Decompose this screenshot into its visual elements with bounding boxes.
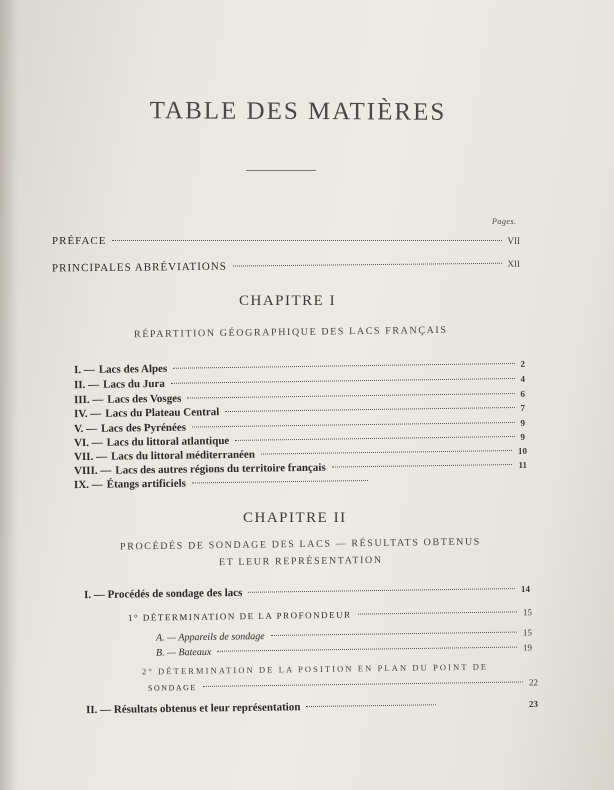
- entry-page: 11: [518, 459, 528, 470]
- toc-entry-preface[interactable]: [52, 235, 520, 247]
- toc-entry-subsection-a[interactable]: [156, 627, 532, 643]
- leader-dots: [235, 436, 514, 441]
- entry-label: Lacs des autres régions du territoire français: [115, 461, 326, 477]
- entry-label: B. — Bateaux: [155, 646, 212, 659]
- toc-entry-subsection-2[interactable]: [148, 677, 538, 692]
- entry-label: SONDAGE: [147, 683, 197, 693]
- toc-entry-page: XII: [507, 258, 521, 269]
- toc-entry-section-1[interactable]: [84, 583, 530, 601]
- chapter-1-heading: CHAPITRE I: [239, 293, 337, 309]
- entry-label: Lacs du Plateau Central: [105, 406, 220, 420]
- toc-entry-abbreviations[interactable]: [52, 258, 520, 275]
- entry-label: Étangs artificiels: [106, 477, 186, 491]
- leader-dots: [332, 464, 513, 468]
- chapter-2-subtitle-line2: ET LEUR REPRÉSENTATION: [218, 554, 383, 569]
- leader-dots: [171, 378, 515, 384]
- entry-page: 15: [522, 607, 533, 618]
- entry-page: 7: [520, 402, 526, 413]
- leader-dots: [173, 363, 514, 369]
- entry-page: 19: [522, 642, 533, 653]
- chapter-2-subtitle-line1: PROCÉDÉS DE SONDAGE DES LACS — RÉSULTATS OBTENUS: [119, 536, 482, 553]
- toc-entry-subsection-b[interactable]: [156, 642, 532, 658]
- leader-dots: [261, 450, 512, 455]
- toc-entry[interactable]: [74, 475, 374, 491]
- toc-entry-label: PRÉFACE: [52, 235, 107, 247]
- entry-label: Lacs du littoral atlantique: [106, 434, 230, 449]
- entry-number: VII. —: [73, 450, 108, 464]
- entry-label: Lacs du littoral méditerranéen: [110, 448, 256, 463]
- entry-label: II. — Résultats obtenus et leur représentation: [85, 701, 301, 717]
- entry-page: 14: [520, 583, 531, 595]
- toc-entry-page: VII: [507, 236, 520, 246]
- entry-number: III. —: [73, 393, 104, 407]
- toc-entry-subsection-2-line1: 2° DÉTERMINATION DE LA POSITION EN PLAN DU POINT DE: [141, 661, 489, 677]
- entry-page: 6: [520, 388, 526, 399]
- entry-page: 9: [520, 431, 526, 442]
- leader-dots: [192, 422, 515, 428]
- entry-label: 1° DÉTERMINATION DE LA PROFONDEUR: [127, 609, 352, 623]
- leader-dots: [187, 393, 514, 399]
- entry-page: 23: [528, 698, 539, 709]
- entry-label: I. — Procédés de sondage des lacs: [83, 586, 243, 602]
- entry-label: Lacs des Alpes: [98, 362, 168, 376]
- entry-page: 9: [520, 417, 526, 428]
- entry-page: 15: [522, 627, 533, 638]
- pages-column-label: Pages.: [492, 217, 517, 226]
- leader-dots: [225, 407, 514, 412]
- leader-dots: [248, 588, 515, 593]
- entry-label: Lacs du Jura: [102, 377, 165, 391]
- entry-page: 22: [528, 677, 539, 688]
- entry-label: A. — Appareils de sondage: [155, 631, 265, 644]
- page-title: TABLE DES MATIÈRES: [149, 97, 447, 126]
- entry-page: 4: [520, 373, 526, 384]
- entry-number: II. —: [73, 378, 100, 392]
- leader-dots: [306, 704, 436, 707]
- leader-dots: [271, 632, 517, 636]
- chapter-2-heading: CHAPITRE II: [243, 510, 347, 526]
- leader-dots: [358, 611, 517, 614]
- entry-label: Lacs des Pyrénées: [100, 421, 187, 435]
- leader-dots: [203, 681, 523, 686]
- leader-dots: [233, 263, 502, 267]
- toc-entry-label: PRINCIPALES ABRÉVIATIONS: [51, 260, 227, 275]
- toc-entry-subsection-1[interactable]: [128, 607, 532, 623]
- entry-page: 2: [520, 358, 526, 369]
- entry-number: IV. —: [73, 407, 102, 421]
- entry-number: IX. —: [73, 478, 103, 492]
- entry-number: VIII. —: [73, 464, 112, 478]
- page-gutter-shadow: [0, 0, 18, 790]
- entry-number: VI. —: [73, 436, 103, 450]
- chapter-1-subtitle: RÉPARTITION GÉOGRAPHIQUE DES LACS FRANÇAIS: [133, 324, 448, 341]
- entry-label: Lacs des Vosges: [107, 392, 182, 406]
- leader-dots: [192, 480, 368, 483]
- entry-number: I. —: [73, 363, 95, 377]
- leader-dots: [112, 240, 501, 241]
- entry-number: V. —: [73, 422, 98, 436]
- leader-dots: [217, 647, 517, 652]
- entry-page: 10: [517, 445, 528, 456]
- title-divider: [246, 170, 316, 171]
- toc-entry-section-2[interactable]: [86, 698, 538, 716]
